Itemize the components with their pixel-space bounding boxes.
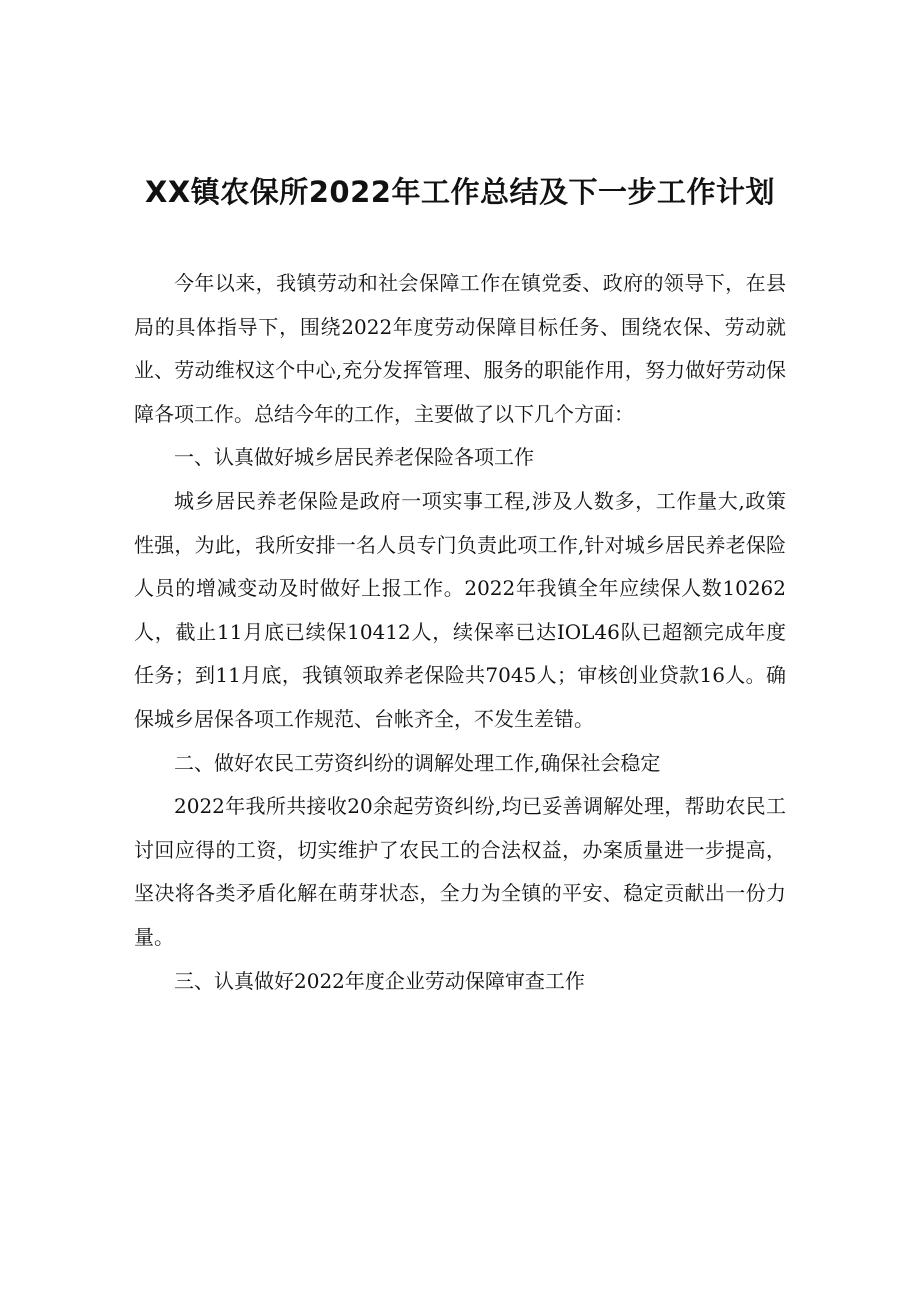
paragraph-intro: 今年以来，我镇劳动和社会保障工作在镇党委、政府的领导下，在县局的具体指导下，围绕2022年度劳动保障目标任务、围绕农保、劳动就业、劳动维权这个中心,充分发挥管理、服务的职能作用，努力做好劳动保障各项工作。总结今年的工作，主要做了以下几个方面： (134, 271, 786, 426)
document-body (134, 262, 786, 1003)
section-heading-2: 二、做好农民工劳资纠纷的调解处理工作,确保社会稳定 (174, 750, 661, 775)
document-title: XX镇农保所2022年工作总结及下一步工作计划 (145, 175, 775, 209)
paragraph-pension: 城乡居民养老保险是政府一项实事工程,涉及人数多，工作量大,政策性强，为此，我所安排一名人员专门负责此项工作,针对城乡居民养老保险人员的增减变动及时做好上报工作。2022年我镇全年应续保人数10262人，截止11月底已续保10412人，续保率已达IOL46队已超额完成年度任务；到11月底，我镇领取养老保险共7045人；审核创业贷款16人。确保城乡居保各项工作规范、台帐齐全，不发生差错。 (134, 488, 786, 731)
section-heading-3: 三、认真做好2022年度企业劳动保障审查工作 (174, 968, 585, 993)
section-heading-1: 一、认真做好城乡居民养老保险各项工作 (174, 445, 534, 470)
paragraph-labor-disputes: 2022年我所共接收20余起劳资纠纷,均已妥善调解处理，帮助农民工讨回应得的工资，切实维护了农民工的合法权益，办案质量进一步提高，坚决将各类矛盾化解在萌芽状态，全力为全镇的平安、稳定贡献出一份力量。 (134, 794, 786, 949)
